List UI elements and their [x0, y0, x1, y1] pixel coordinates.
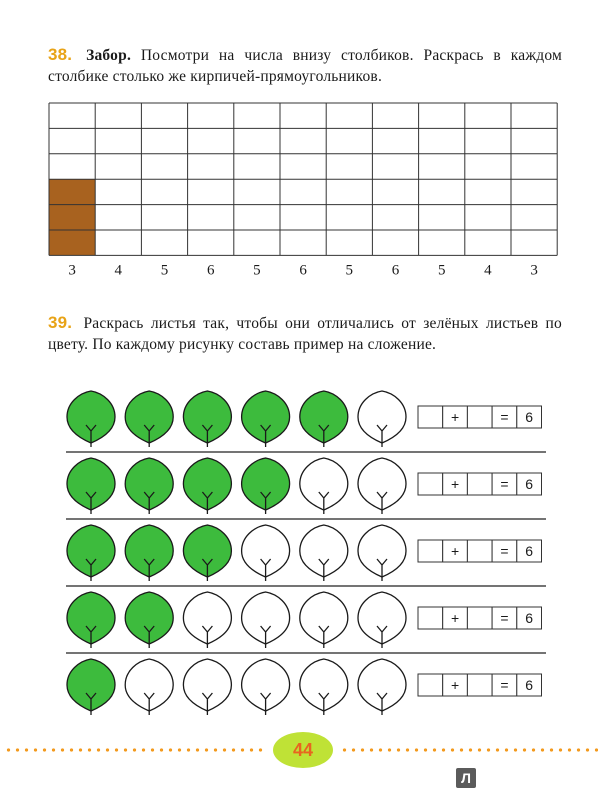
- column-number: 4: [114, 262, 123, 279]
- green-leaf-icon: [125, 391, 173, 447]
- outline-leaf-icon[interactable]: [358, 525, 406, 581]
- publisher-logo: Л: [456, 768, 476, 788]
- outline-leaf-icon[interactable]: [358, 592, 406, 648]
- result-value: 6: [525, 543, 534, 559]
- addend-box-cell[interactable]: [418, 473, 443, 495]
- green-leaf-icon: [242, 458, 290, 514]
- outline-leaf-icon[interactable]: [300, 525, 348, 581]
- result-value: 6: [525, 409, 534, 425]
- task-38-number: 38.: [48, 45, 73, 64]
- column-number: 5: [345, 262, 354, 279]
- outline-leaf-icon[interactable]: [183, 659, 231, 715]
- plus-sign: +: [450, 476, 460, 492]
- column-number: 3: [530, 262, 538, 279]
- addend-box-cell[interactable]: [467, 406, 492, 428]
- green-leaf-icon: [242, 391, 290, 447]
- column-number: 3: [68, 262, 76, 279]
- column-number: 6: [299, 262, 307, 279]
- plus-sign: +: [450, 610, 460, 626]
- green-leaf-icon: [183, 391, 231, 447]
- plus-sign: +: [450, 543, 460, 559]
- task-39-text: Раскрась листья так, чтобы они отличались от зелёных листьев по цвету. По каждому рисунку составь пример на сложение.: [48, 315, 562, 353]
- result-value: 6: [525, 677, 534, 693]
- green-leaf-icon: [67, 659, 115, 715]
- equals-sign: =: [500, 677, 509, 693]
- addend-box-cell[interactable]: [418, 674, 443, 696]
- addend-box-cell[interactable]: [467, 674, 492, 696]
- green-leaf-icon: [183, 525, 231, 581]
- page-number-badge: 44: [273, 732, 333, 768]
- result-value: 6: [525, 610, 534, 626]
- green-leaf-icon: [300, 391, 348, 447]
- green-leaf-icon: [67, 525, 115, 581]
- task-39-number: 39.: [48, 313, 73, 332]
- addend-box-cell[interactable]: [418, 607, 443, 629]
- result-value: 6: [525, 476, 534, 492]
- addend-box-cell[interactable]: [418, 540, 443, 562]
- equals-sign: =: [500, 409, 509, 425]
- green-leaf-icon: [125, 525, 173, 581]
- green-leaf-icon: [67, 458, 115, 514]
- outline-leaf-icon[interactable]: [242, 659, 290, 715]
- equals-sign: =: [500, 543, 509, 559]
- outline-leaf-icon[interactable]: [358, 391, 406, 447]
- addend-box-cell[interactable]: [418, 406, 443, 428]
- equals-sign: =: [500, 610, 509, 626]
- task-38-title: Забор.: [86, 47, 132, 64]
- outline-leaf-icon[interactable]: [300, 659, 348, 715]
- task-38-text: Посмотри на числа внизу столбиков. Раскрась в каждом столбике столько же кирпичей-прямоугольников.: [48, 47, 563, 85]
- plus-sign: +: [450, 677, 460, 693]
- outline-leaf-icon[interactable]: [300, 592, 348, 648]
- outline-leaf-icon[interactable]: [300, 458, 348, 514]
- column-number: 4: [484, 262, 492, 279]
- outline-leaf-icon[interactable]: [358, 458, 406, 514]
- green-leaf-icon: [125, 458, 173, 514]
- column-number: 6: [206, 262, 215, 279]
- column-number: 6: [391, 262, 400, 279]
- addend-box-cell[interactable]: [467, 473, 492, 495]
- dotted-divider-right: [340, 748, 598, 752]
- column-number: 5: [160, 262, 169, 279]
- green-leaf-icon: [183, 458, 231, 514]
- column-number: 5: [437, 262, 446, 279]
- outline-leaf-icon[interactable]: [125, 659, 173, 715]
- outline-leaf-icon[interactable]: [242, 592, 290, 648]
- dotted-divider-left: [4, 748, 266, 752]
- green-leaf-icon: [125, 592, 173, 648]
- addend-box-cell[interactable]: [467, 607, 492, 629]
- equals-sign: =: [500, 476, 509, 492]
- plus-sign: +: [450, 409, 460, 425]
- column-number: 5: [253, 262, 261, 279]
- outline-leaf-icon[interactable]: [183, 592, 231, 648]
- outline-leaf-icon[interactable]: [242, 525, 290, 581]
- green-leaf-icon: [67, 592, 115, 648]
- green-leaf-icon: [67, 391, 115, 447]
- outline-leaf-icon[interactable]: [358, 659, 406, 715]
- addend-box-cell[interactable]: [467, 540, 492, 562]
